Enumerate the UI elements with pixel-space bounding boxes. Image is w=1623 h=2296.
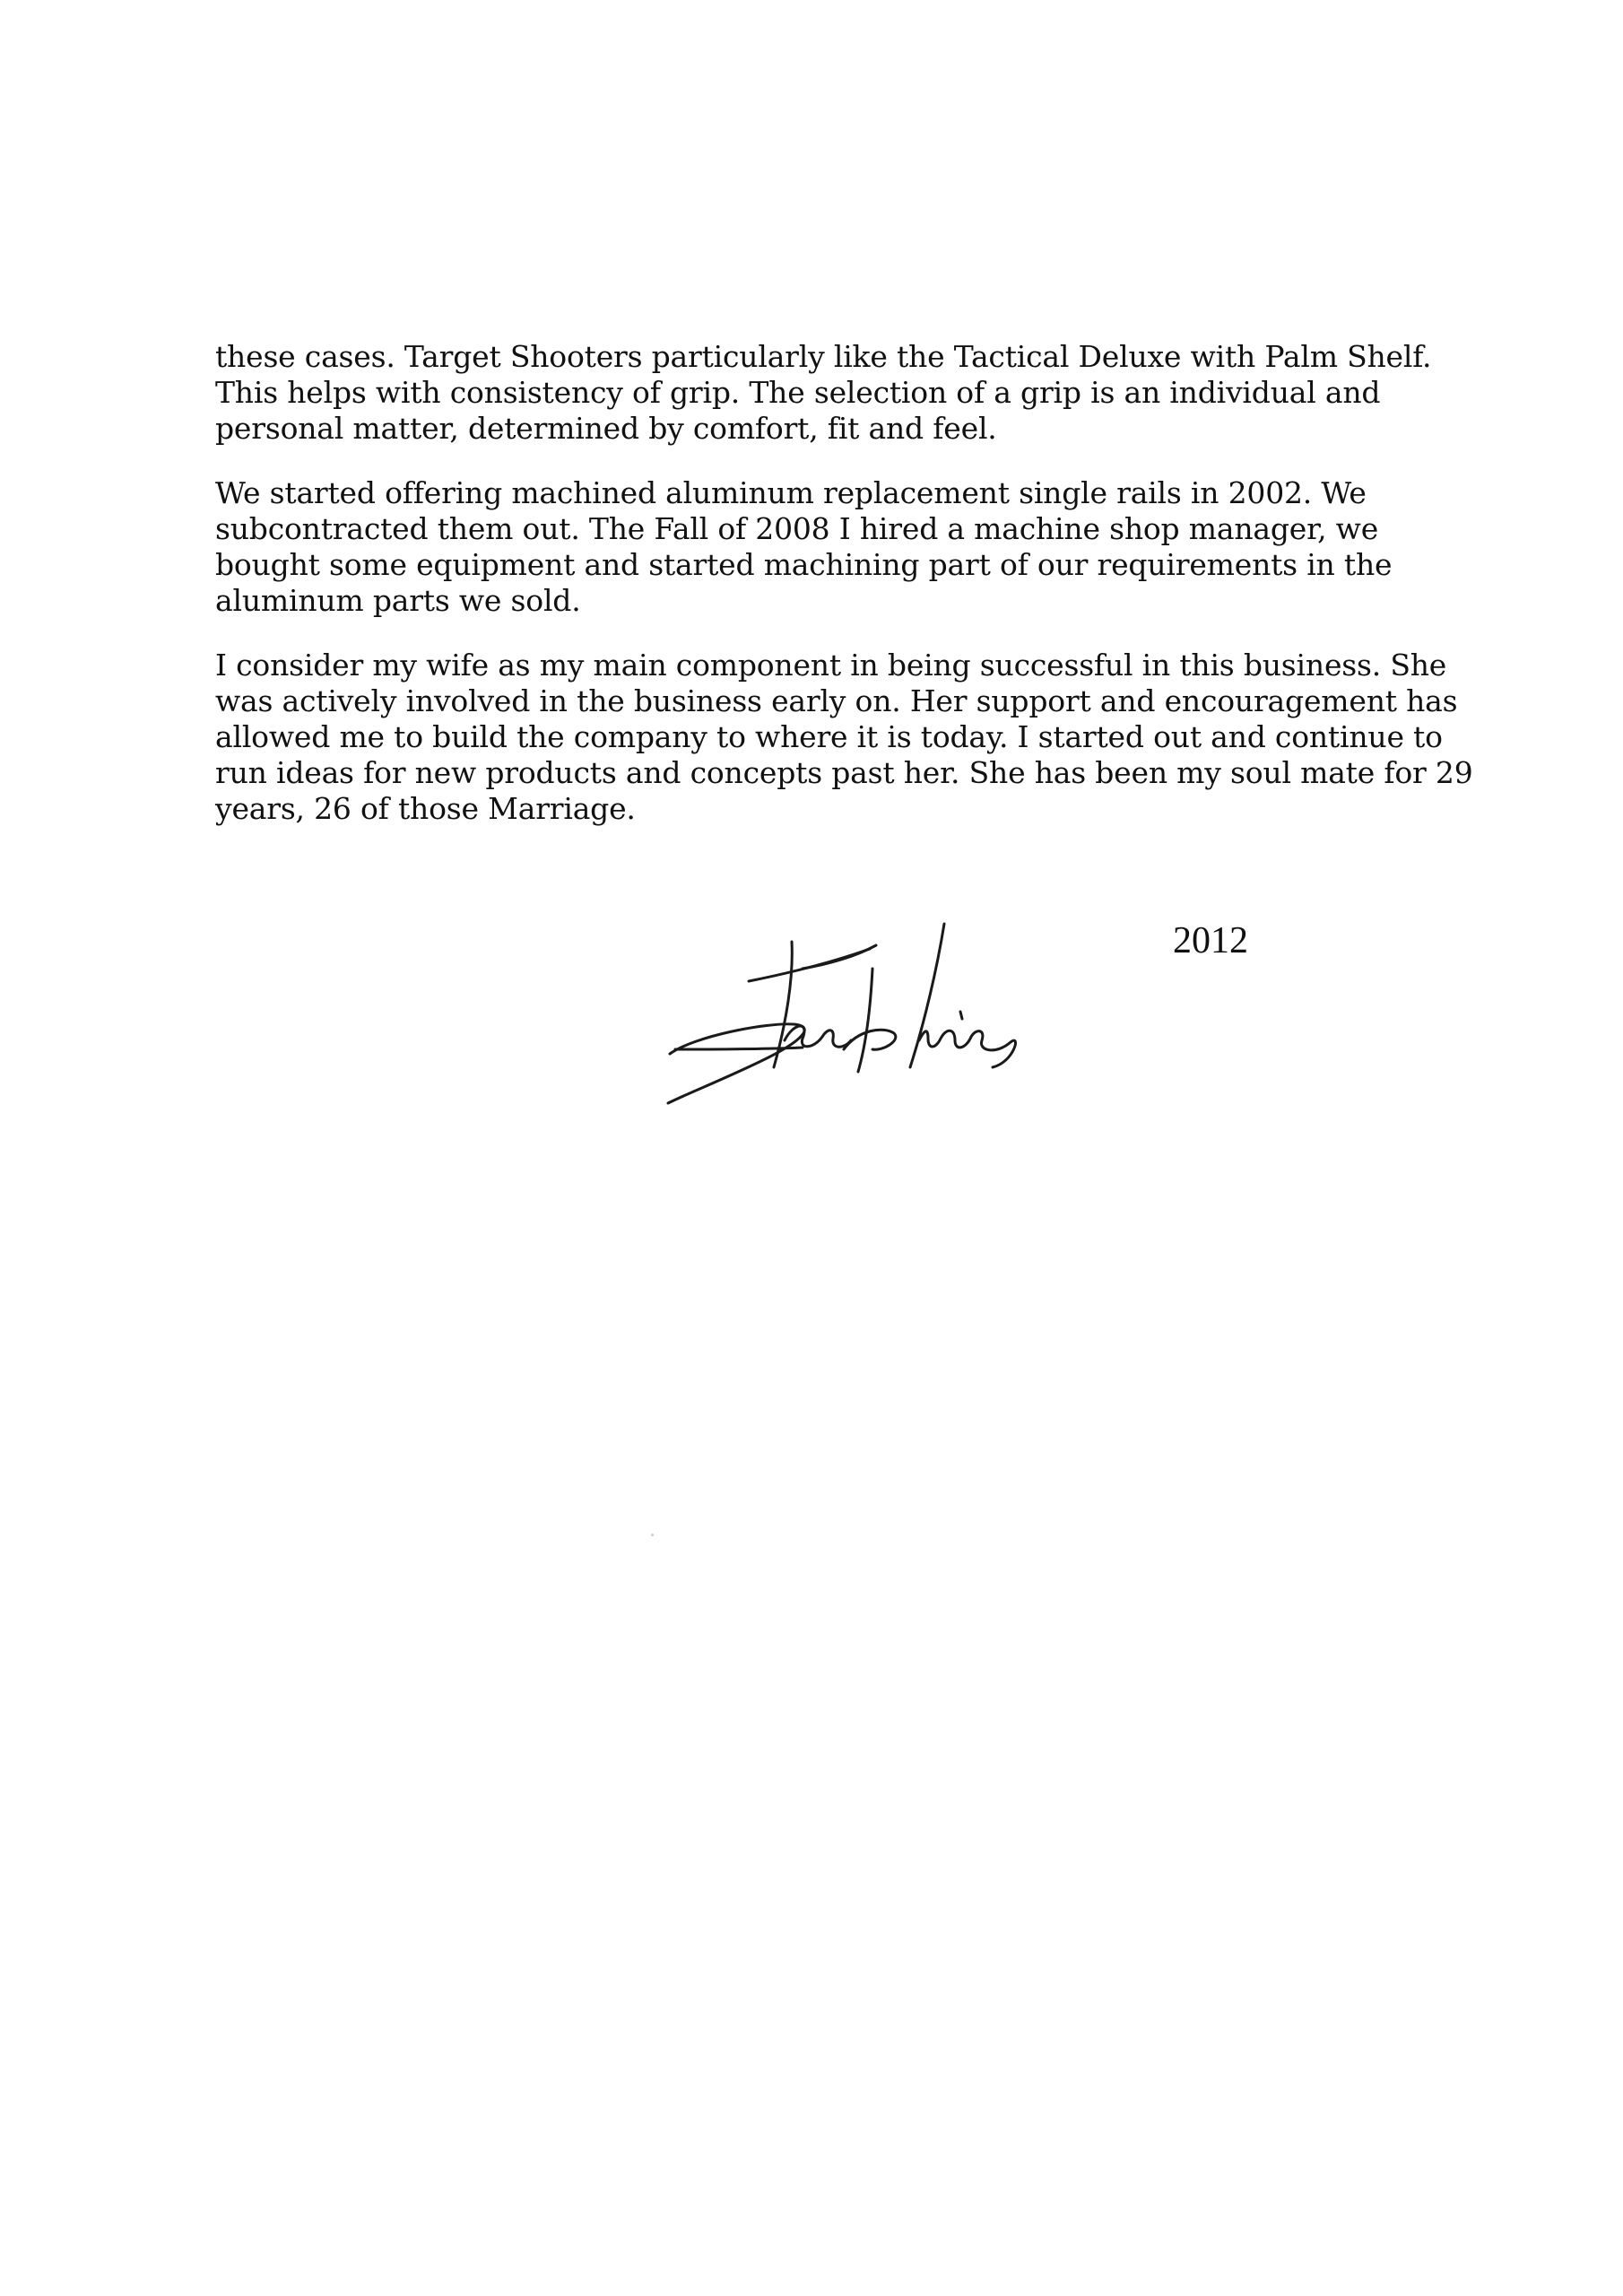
text-line: these cases. Target Shooters particularly like the Tactical Deluxe with Palm Shelf. bbox=[215, 339, 1432, 374]
text-line: was actively involved in the business early on. Her support and encouragement has bbox=[215, 683, 1458, 718]
text-line: years, 26 of those Marriage. bbox=[215, 791, 636, 826]
scan-speck bbox=[651, 1534, 654, 1536]
text-line: bought some equipment and started machining part of our requirements in the bbox=[215, 547, 1393, 582]
text-line: I consider my wife as my main component in being successful in this business. She bbox=[215, 648, 1447, 683]
paragraph-wife-support bbox=[215, 648, 1473, 827]
document-year: 2012 bbox=[1173, 920, 1248, 961]
text-line: subcontracted them out. The Fall of 2008 I hired a machine shop manager, we bbox=[215, 511, 1379, 546]
text-line: This helps with consistency of grip. The selection of a grip is an individual and bbox=[215, 375, 1381, 410]
paragraph-grip-selection bbox=[215, 339, 1432, 447]
document-body bbox=[215, 339, 1473, 856]
text-line: run ideas for new products and concepts past her. She has been my soul mate for 29 bbox=[215, 755, 1473, 790]
text-line: We started offering machined aluminum replacement single rails in 2002. We bbox=[215, 475, 1367, 510]
handwritten-signature bbox=[659, 915, 1036, 1112]
text-line: aluminum parts we sold. bbox=[215, 583, 581, 618]
text-line: allowed me to build the company to where it is today. I started out and continue to bbox=[215, 719, 1443, 754]
paragraph-aluminum-rails bbox=[215, 475, 1426, 619]
text-line: personal matter, determined by comfort, fit and feel. bbox=[215, 411, 997, 446]
